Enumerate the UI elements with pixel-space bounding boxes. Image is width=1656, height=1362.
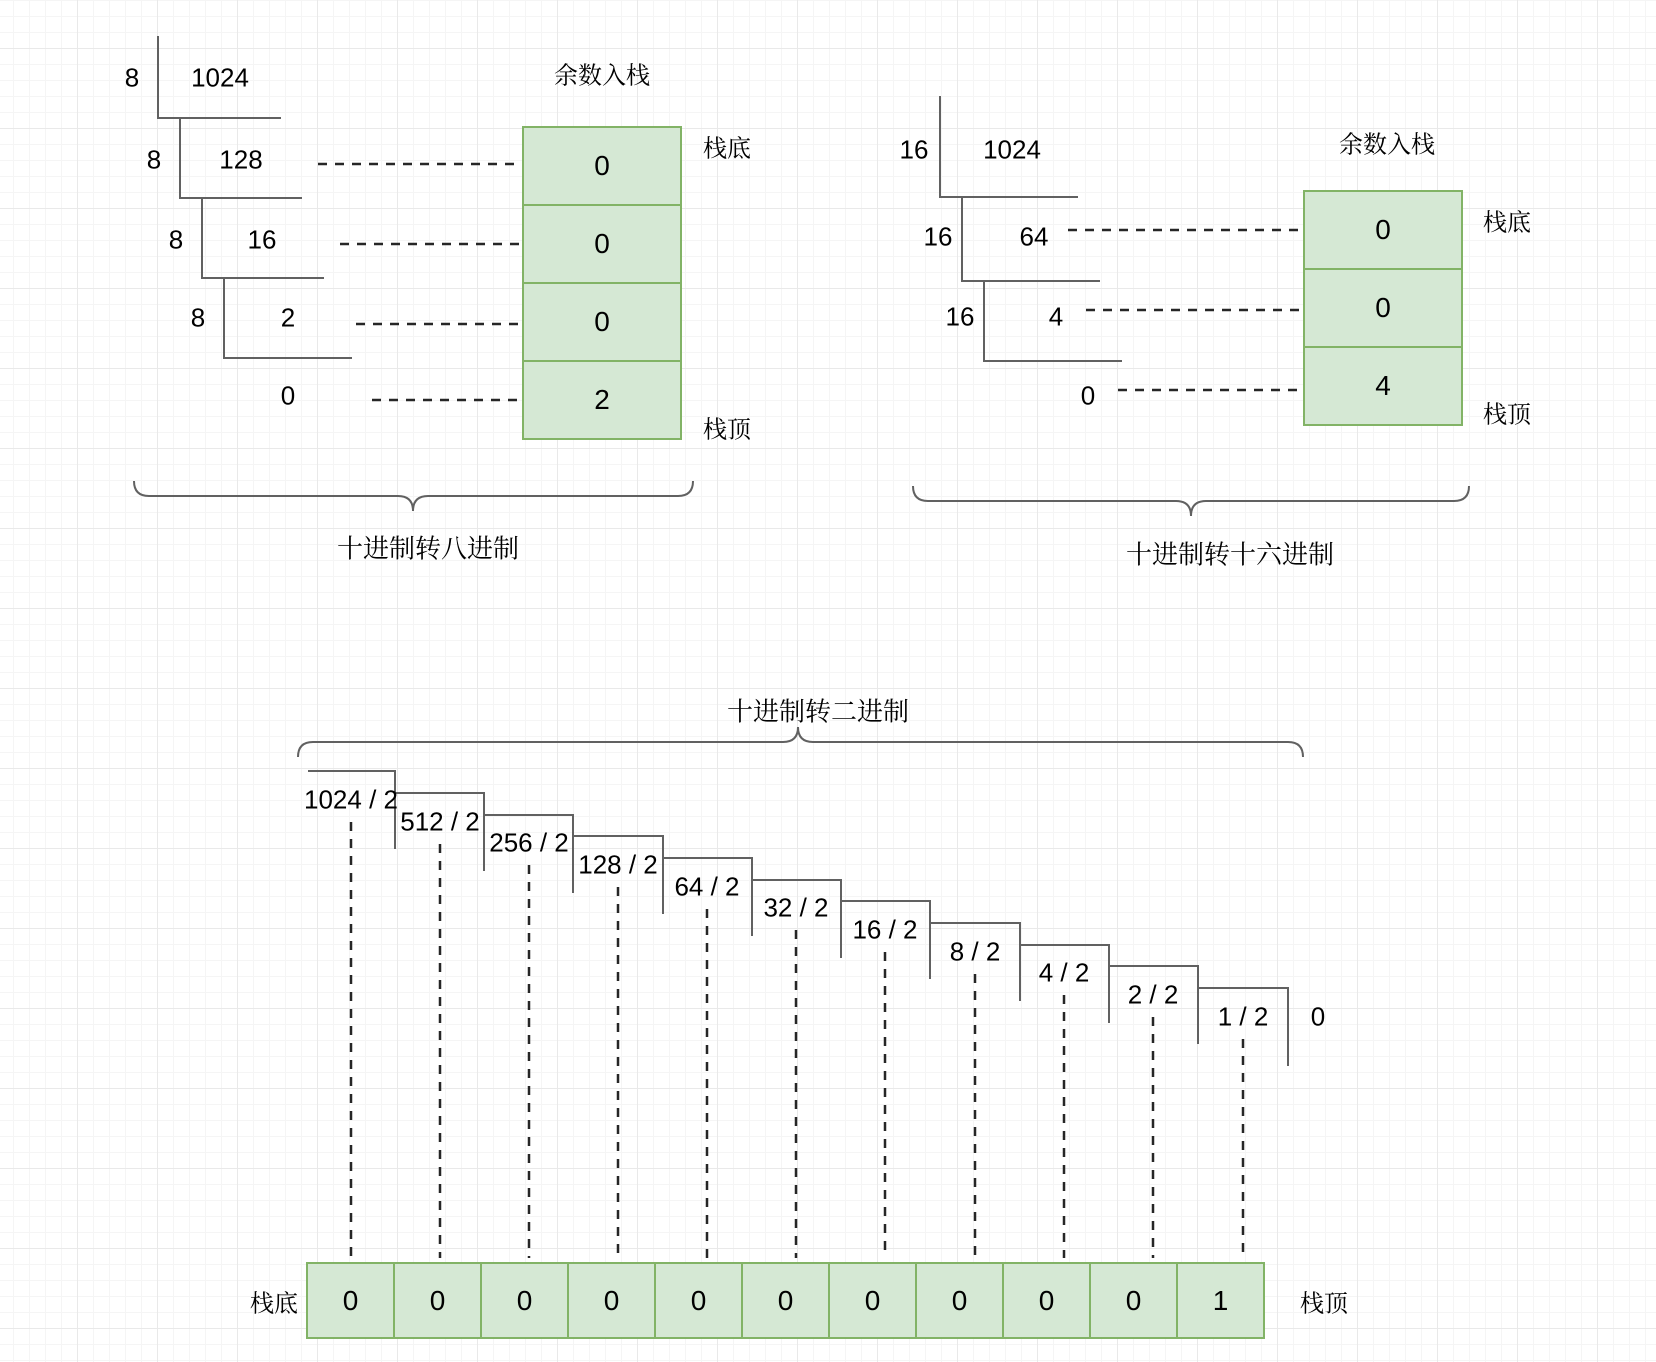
binary-brace	[298, 727, 1303, 757]
binary-step-label: 64 / 2	[674, 871, 740, 902]
octal-dividend: 16	[247, 224, 277, 255]
hex-dividend: 4	[1048, 301, 1064, 332]
binary-step-label: 16 / 2	[852, 914, 918, 945]
binary-step-label: 2 / 2	[1127, 979, 1179, 1010]
octal-divisor: 8	[124, 62, 140, 93]
stack-cell: 0	[1303, 268, 1463, 348]
binary-caption: 十进制转二进制	[726, 696, 910, 727]
stack-cell: 0	[1303, 190, 1463, 270]
hex-stack-bottom-label: 栈底	[1483, 209, 1531, 237]
hex-remainder-stack	[1303, 190, 1463, 426]
binary-stack-bottom-label: 栈底	[250, 1290, 298, 1318]
hex-final-quotient: 0	[1080, 380, 1096, 411]
stack-cell: 0	[306, 1262, 395, 1339]
octal-divisor: 8	[146, 144, 162, 175]
binary-step-label: 1 / 2	[1217, 1001, 1269, 1032]
hex-remainder-connectors	[1068, 230, 1301, 390]
hex-dividend: 1024	[983, 134, 1041, 165]
octal-divisor: 8	[168, 224, 184, 255]
binary-step-label: 32 / 2	[763, 892, 829, 923]
binary-step-label: 256 / 2	[489, 827, 569, 858]
hex-stack-title: 余数入栈	[1339, 131, 1435, 159]
stack-cell: 0	[1002, 1262, 1091, 1339]
octal-remainder-stack	[522, 126, 682, 440]
stack-cell: 0	[1089, 1262, 1178, 1339]
octal-division-ladder-lines	[158, 36, 352, 358]
hex-brace	[913, 486, 1469, 516]
binary-step-label: 128 / 2	[578, 849, 658, 880]
octal-brace	[134, 481, 693, 511]
stack-cell: 0	[480, 1262, 569, 1339]
hex-dividend: 64	[1019, 221, 1049, 252]
binary-remainder-stack	[306, 1262, 1265, 1339]
stack-cell: 0	[567, 1262, 656, 1339]
octal-caption: 十进制转八进制	[336, 533, 520, 564]
octal-remainder-connectors	[318, 164, 520, 400]
stack-cell: 4	[1303, 346, 1463, 426]
octal-divisor: 8	[190, 302, 206, 333]
binary-step-label: 4 / 2	[1038, 957, 1090, 988]
octal-dividend: 128	[219, 144, 263, 175]
octal-final-quotient: 0	[280, 380, 296, 411]
stack-cell: 1	[1176, 1262, 1265, 1339]
stack-cell: 0	[393, 1262, 482, 1339]
stack-cell: 0	[522, 282, 682, 362]
binary-final-quotient: 0	[1310, 1001, 1326, 1032]
stack-cell: 0	[828, 1262, 917, 1339]
binary-step-label: 1024 / 2	[304, 784, 398, 815]
stack-cell: 0	[654, 1262, 743, 1339]
stack-cell: 0	[915, 1262, 1004, 1339]
stack-cell: 0	[522, 126, 682, 206]
hex-divisor: 16	[945, 301, 975, 332]
octal-stack-title: 余数入栈	[554, 62, 650, 90]
binary-remainder-connectors	[351, 822, 1243, 1258]
octal-stack-bottom-label: 栈底	[703, 135, 751, 163]
binary-step-label: 512 / 2	[400, 806, 480, 837]
hex-divisor: 16	[899, 134, 929, 165]
octal-stack-top-label: 栈顶	[703, 416, 751, 444]
hex-caption: 十进制转十六进制	[1125, 539, 1335, 570]
octal-dividend: 1024	[191, 62, 249, 93]
binary-stack-top-label: 栈顶	[1300, 1290, 1348, 1318]
hex-stack-top-label: 栈顶	[1483, 401, 1531, 429]
binary-step-label: 8 / 2	[949, 936, 1001, 967]
stack-cell: 0	[522, 204, 682, 284]
hex-divisor: 16	[923, 221, 953, 252]
octal-dividend: 2	[280, 302, 296, 333]
stack-cell: 0	[741, 1262, 830, 1339]
stack-cell: 2	[522, 360, 682, 440]
